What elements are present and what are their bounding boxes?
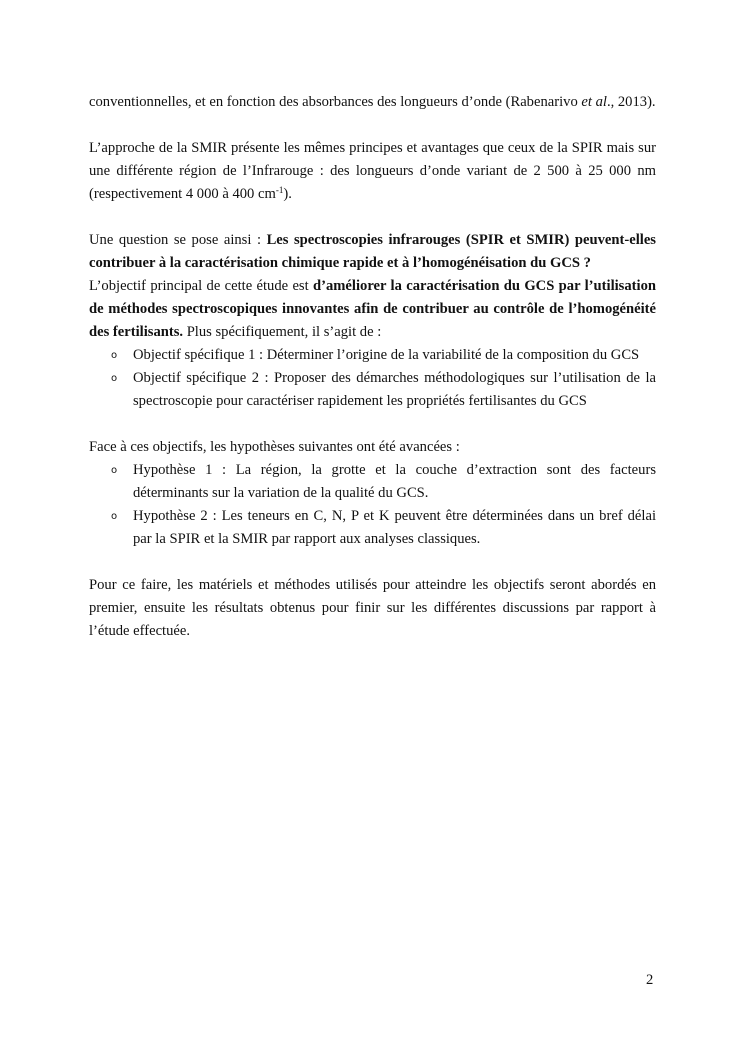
text-span: Plus spécifiquement, il s’agit de : (183, 324, 382, 340)
document-body (89, 91, 656, 643)
italic-text: et al (581, 94, 607, 110)
paragraph-research-question (89, 229, 656, 275)
list-item (89, 505, 656, 551)
text-span: L’approche de la SMIR présente les mêmes principes et avantages que ceux de la SPIR mais sur une différente région de l’Infrarouge : des longueurs d’onde variant de 2 500 à 25 000 nm (respectivement 4 000 à 400 cm (89, 140, 656, 202)
paragraph-hypotheses-intro: Face à ces objectifs, les hypothèses suivantes ont été avancées : (89, 439, 460, 455)
list-item-text: Hypothèse 1 : La région, la grotte et la couche d’extraction sont des facteurs déterminants sur la variation de la qualité du GCS. (133, 462, 656, 501)
bullet-icon: o (111, 465, 118, 476)
list-item-text: Hypothèse 2 : Les teneurs en C, N, P et K peuvent être déterminées dans un bref délai par la SPIR et la SMIR par rapport aux analyses classiques. (133, 508, 656, 547)
paragraph-citation-end (89, 91, 656, 114)
text-span: ., 2013). (606, 94, 656, 110)
page-number: 2 (646, 972, 654, 988)
list-item-text: Objectif spécifique 2 : Proposer des démarches méthodologiques sur l’utilisation de la spectroscopie pour caractériser rapidement les propriétés fertilisantes du GCS (133, 370, 656, 409)
bold-question: Les spectroscopies infrarouges (SPIR et SMIR) peuvent-elles contribuer à la caractérisation chimique rapide et à l’homogénéisation du GCS ? (89, 232, 656, 271)
bullet-icon: o (111, 373, 118, 384)
paragraph-plan: Pour ce faire, les matériels et méthodes utilisés pour atteindre les objectifs seront abordés en premier, ensuite les résultats obtenus pour finir sur les différentes discussions par rapport à l’étude effectuée. (89, 577, 656, 639)
list-item (89, 344, 656, 367)
list-item (89, 459, 656, 505)
bullet-icon: o (111, 350, 118, 361)
paragraph-main-objective (89, 275, 656, 344)
text-span: ). (283, 186, 292, 202)
paragraph-smir-approach (89, 137, 656, 206)
list-item (89, 367, 656, 413)
bold-objective: d’améliorer la caractérisation du GCS par l’utilisation de méthodes spectroscopiques innovantes afin de contribuer au contrôle de l’homogénéité des fertilisants. (89, 278, 656, 340)
text-span: L’objectif principal de cette étude est (89, 278, 313, 294)
hypotheses-list (89, 459, 656, 551)
list-item-text: Objectif spécifique 1 : Déterminer l’origine de la variabilité de la composition du GCS (133, 347, 640, 363)
text-span: conventionnelles, et en fonction des absorbances des longueurs d’onde (Rabenarivo (89, 94, 582, 110)
superscript: -1 (275, 185, 284, 195)
bullet-icon: o (111, 511, 118, 522)
objectives-list (89, 344, 656, 413)
text-span: Une question se pose ainsi : (89, 232, 267, 248)
